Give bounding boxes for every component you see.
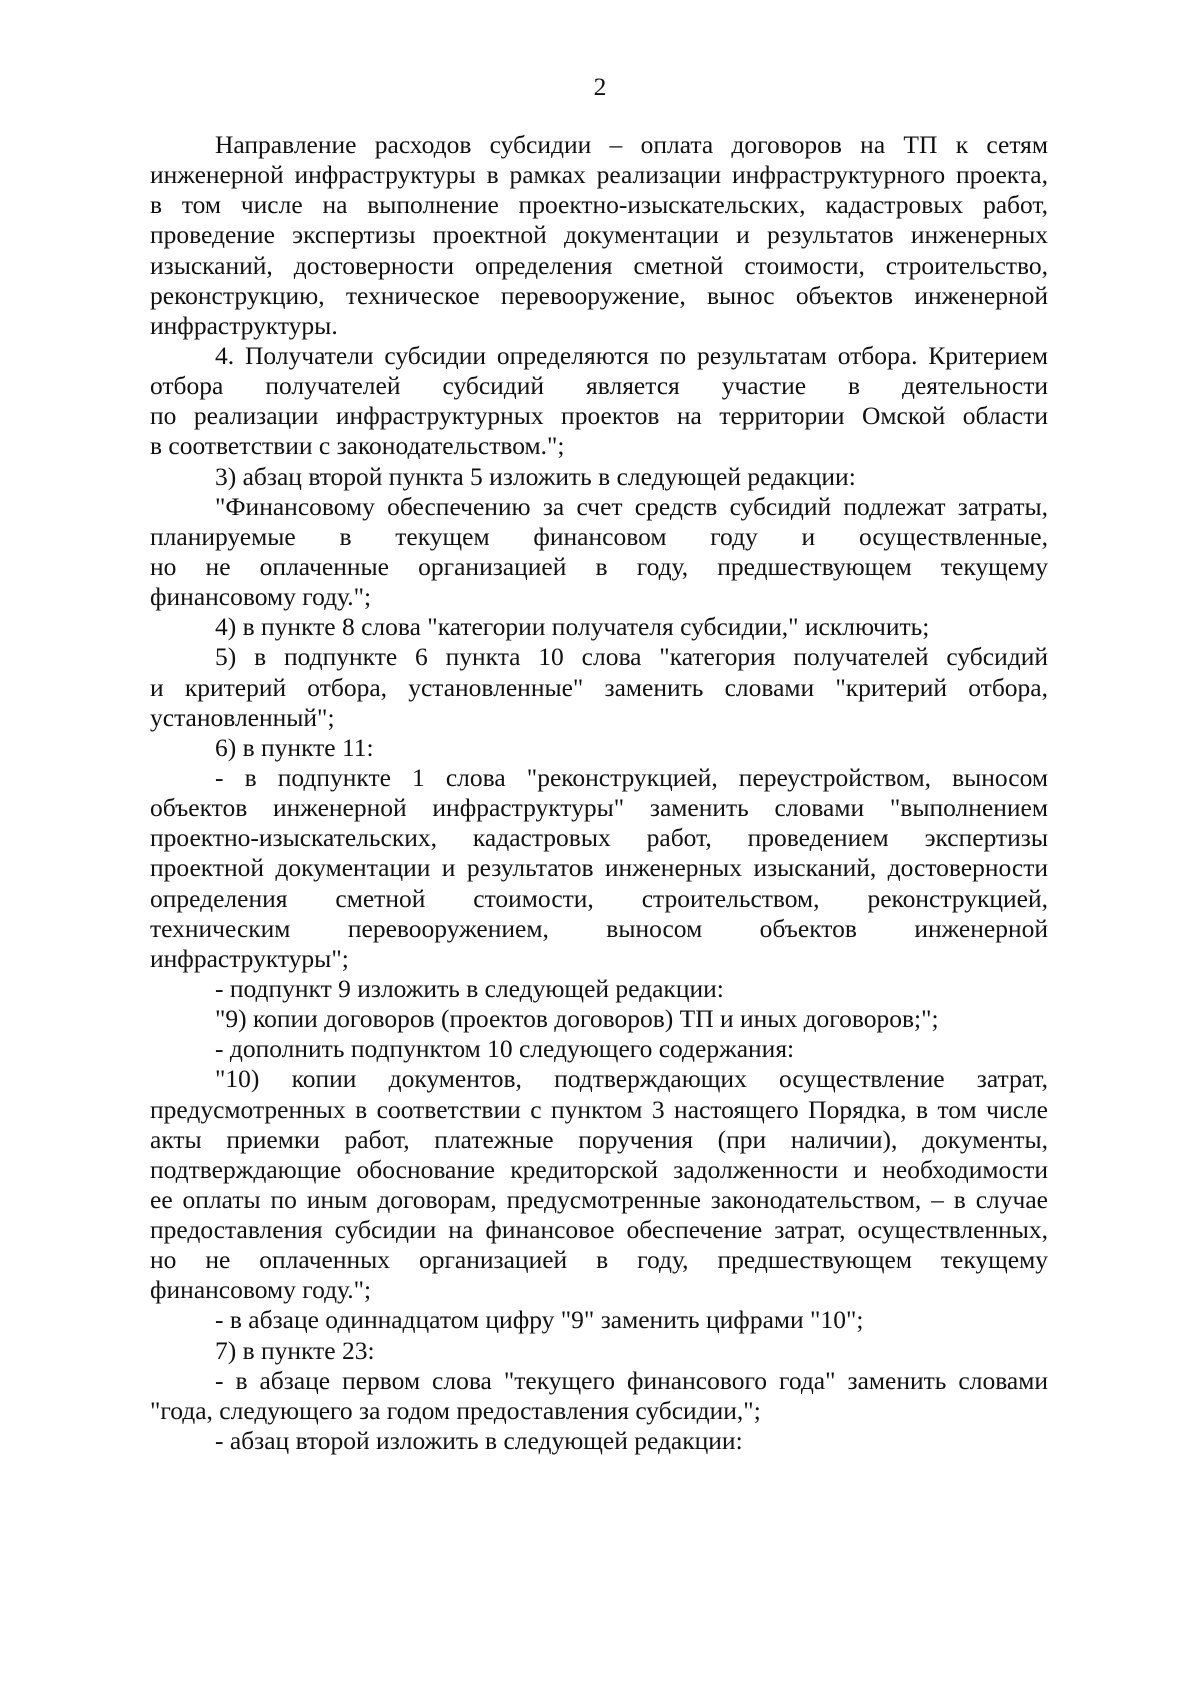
text-line: техническим перевооружением, выносом объектов инженерной bbox=[150, 913, 1048, 943]
text-line: 3) абзац второй пункта 5 изложить в следующей редакции: bbox=[215, 461, 856, 491]
text-line: но не оплаченных организацией в году, предшествующем текущему bbox=[150, 1245, 1048, 1275]
text-line: - абзац второй изложить в следующей редакции: bbox=[215, 1426, 743, 1456]
text-line: акты приемки работ, платежные поручения (при наличии), документы, bbox=[150, 1124, 1048, 1154]
text-line: финансовому году."; bbox=[150, 582, 372, 612]
text-line: 6) в пункте 11: bbox=[215, 732, 374, 762]
paragraph bbox=[150, 974, 1048, 1004]
text-line: ее оплаты по иным договорам, предусмотренные законодательством, – в случае bbox=[150, 1184, 1048, 1214]
paragraph bbox=[150, 1366, 1048, 1426]
text-line: и критерий отбора, установленные" заменить словами "критерий отбора, bbox=[150, 672, 1048, 702]
page-number: 2 bbox=[593, 72, 607, 101]
text-line: Направление расходов субсидии – оплата договоров на ТП к сетям bbox=[215, 130, 1048, 159]
text-line: проведение экспертизы проектной документации и результатов инженерных bbox=[150, 220, 1048, 250]
text-line: предоставления субсидии на финансовое обеспечение затрат, осуществленных, bbox=[150, 1215, 1048, 1245]
text-line: в том числе на выполнение проектно-изыскательских, кадастровых работ, bbox=[150, 190, 1048, 220]
text-line: - в абзаце одиннадцатом цифру "9" заменить цифрами "10"; bbox=[215, 1305, 864, 1335]
paragraph bbox=[150, 733, 1048, 763]
text-line: - дополнить подпунктом 10 следующего содержания: bbox=[215, 1034, 795, 1064]
text-line: в соответствии с законодательством."; bbox=[150, 431, 565, 461]
paragraph bbox=[150, 612, 1048, 642]
paragraph bbox=[150, 130, 1048, 341]
text-line: проектно-изыскательских, кадастровых работ, проведением экспертизы bbox=[150, 823, 1048, 853]
paragraph bbox=[150, 341, 1048, 462]
text-line: - в подпункте 1 слова "реконструкцией, переустройством, выносом bbox=[215, 762, 1048, 792]
text-line: инфраструктуры. bbox=[150, 310, 338, 340]
text-line: отбора получателей субсидий является участие в деятельности bbox=[150, 371, 1048, 401]
text-line: 4) в пункте 8 слова "категории получателя субсидии," исключить; bbox=[215, 612, 930, 642]
paragraph bbox=[150, 1004, 1048, 1034]
paragraph bbox=[150, 763, 1048, 974]
paragraph bbox=[150, 462, 1048, 492]
text-line: инженерной инфраструктуры в рамках реализации инфраструктурного проекта, bbox=[150, 160, 1048, 190]
text-line: установленный"; bbox=[150, 702, 335, 732]
text-line: объектов инженерной инфраструктуры" заменить словами "выполнением bbox=[150, 793, 1048, 823]
text-line: "Финансовому обеспечению за счет средств субсидий подлежат затраты, bbox=[215, 491, 1048, 521]
text-line: финансовому году."; bbox=[150, 1275, 372, 1305]
text-line: реконструкцию, техническое перевооружение, вынос объектов инженерной bbox=[150, 280, 1048, 310]
paragraph bbox=[150, 1426, 1048, 1456]
text-line: изысканий, достоверности определения сметной стоимости, строительство, bbox=[150, 250, 1048, 280]
paragraph bbox=[150, 1305, 1048, 1335]
text-line: "года, следующего за годом предоставления субсидии,"; bbox=[150, 1395, 761, 1425]
text-line: предусмотренных в соответствии с пунктом 3 настоящего Порядка, в том числе bbox=[150, 1094, 1048, 1124]
text-line: "9) копии договоров (проектов договоров) ТП и иных договоров;"; bbox=[215, 1004, 939, 1034]
text-line: планируемые в текущем финансовом году и осуществленные, bbox=[150, 521, 1048, 551]
paragraph bbox=[150, 1064, 1048, 1305]
text-line: - подпункт 9 изложить в следующей редакции: bbox=[215, 973, 724, 1003]
paragraph bbox=[150, 642, 1048, 732]
paragraph bbox=[150, 1336, 1048, 1366]
text-line: - в абзаце первом слова "текущего финансового года" заменить словами bbox=[215, 1365, 1048, 1395]
text-line: "10) копии документов, подтверждающих осуществление затрат, bbox=[215, 1064, 1048, 1094]
text-line: по реализации инфраструктурных проектов на территории Омской области bbox=[150, 401, 1048, 431]
text-line: определения сметной стоимости, строительством, реконструкцией, bbox=[150, 883, 1048, 913]
text-line: 4. Получатели субсидии определяются по результатам отбора. Критерием bbox=[215, 340, 1048, 370]
text-line: подтверждающие обоснование кредиторской задолженности и необходимости bbox=[150, 1154, 1048, 1184]
text-line: инфраструктуры"; bbox=[150, 943, 349, 973]
text-line: но не оплаченные организацией в году, предшествующем текущему bbox=[150, 551, 1048, 581]
text-line: проектной документации и результатов инженерных изысканий, достоверности bbox=[150, 853, 1048, 883]
paragraph bbox=[150, 1034, 1048, 1064]
paragraph bbox=[150, 492, 1048, 613]
text-line: 5) в подпункте 6 пункта 10 слова "категория получателей субсидий bbox=[215, 642, 1048, 672]
text-line: 7) в пункте 23: bbox=[215, 1335, 375, 1365]
document-body bbox=[150, 130, 1048, 1456]
